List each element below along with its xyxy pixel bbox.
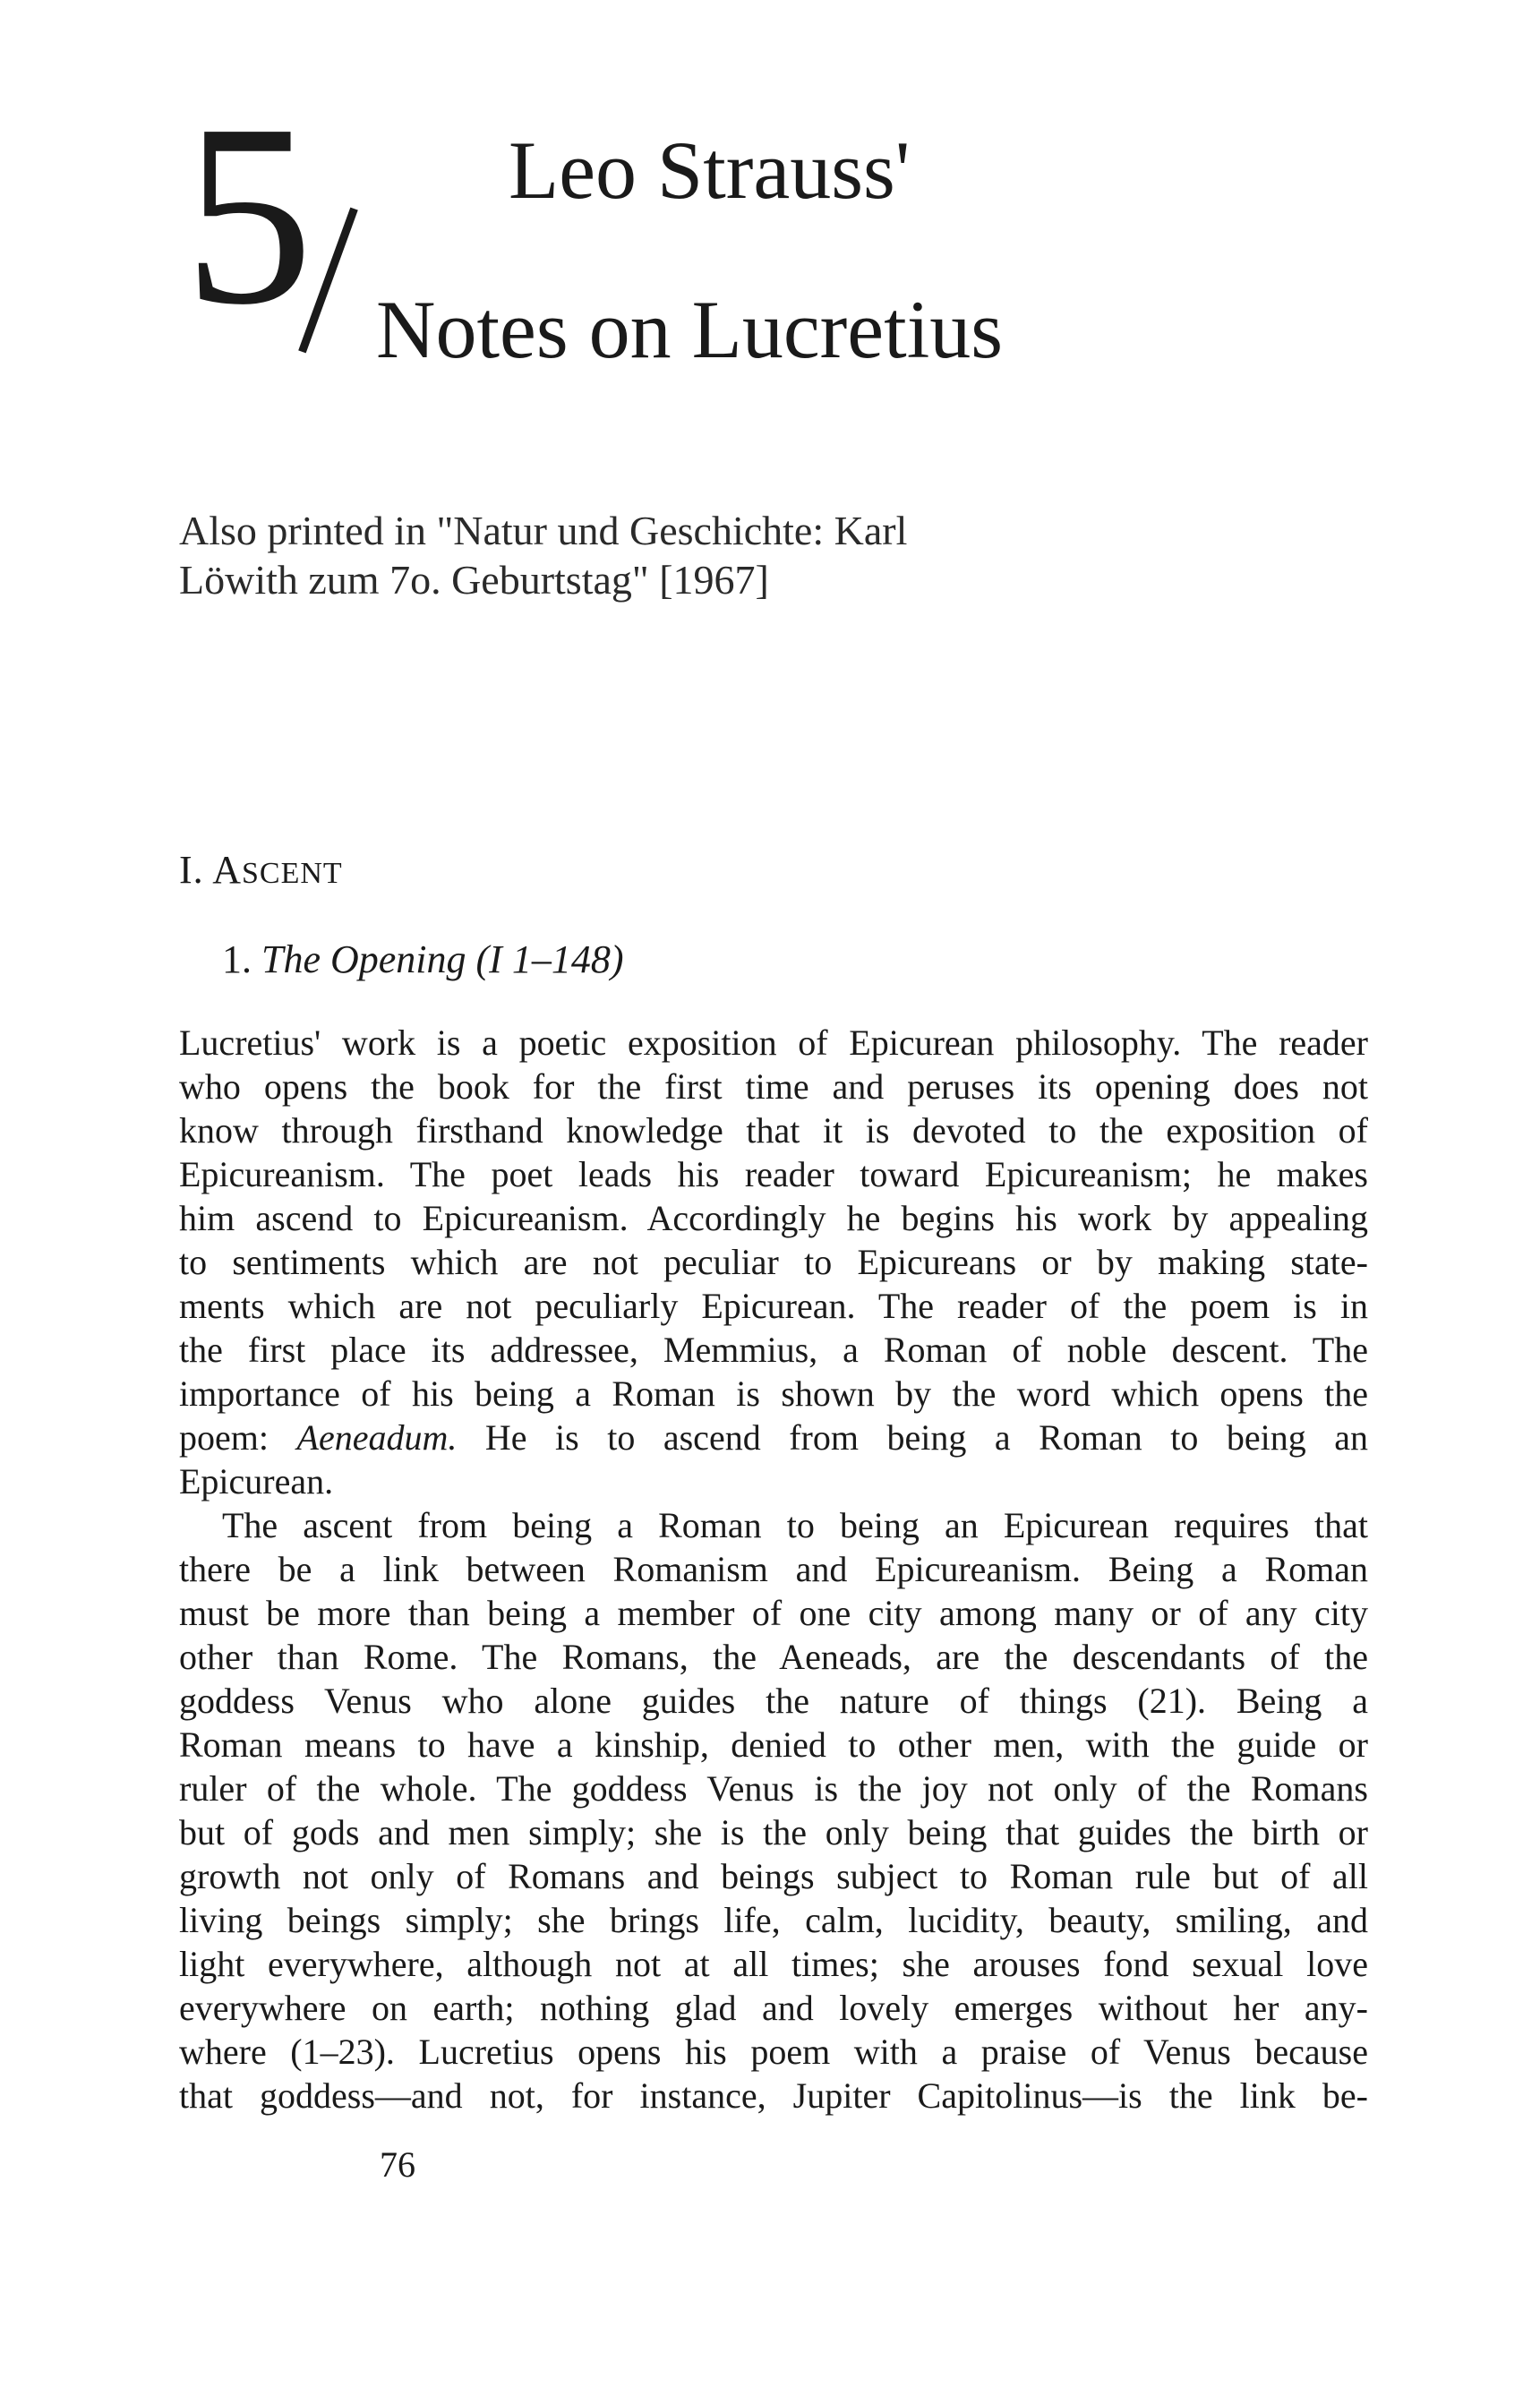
publication-note-line: Also printed in "Natur und Geschichte: Karl (179, 508, 908, 553)
subsection-reference: (I 1–148) (475, 937, 624, 981)
italic-word: Aeneadum. (296, 1417, 458, 1458)
section-numeral: I. (179, 848, 204, 892)
subsection-heading (222, 937, 624, 981)
paragraph (179, 1021, 1368, 1503)
text-line: growth not only of Romans and beings subject to Roman rule but of all (179, 1856, 1368, 1896)
text-line: know through firsthand knowledge that it is devoted to the exposition of (179, 1110, 1368, 1151)
text-line: where (1–23). Lucretius opens his poem with a praise of Venus because (179, 2032, 1368, 2072)
section-title-rest: SCENT (242, 857, 343, 890)
text-line: living beings simply; she brings life, calm, lucidity, beauty, smiling, and (179, 1900, 1368, 1940)
text-line: him ascend to Epicureanism. Accordingly he begins his work by appealing (179, 1198, 1368, 1238)
text-line: must be more than being a member of one city among many or of any city (179, 1593, 1368, 1633)
chapter-title-line-2: Notes on Lucretius (376, 284, 1004, 375)
chapter-title-line-1: Leo Strauss' (509, 124, 911, 216)
publication-note (179, 506, 1253, 604)
text-line: goddess Venus who alone guides the nature of things (21). Being a (179, 1681, 1368, 1721)
section-heading (179, 848, 343, 892)
text-line (179, 1416, 1368, 1459)
text-line: the first place its addressee, Memmius, a Roman of noble descent. The (179, 1330, 1368, 1370)
text-line: Lucretius' work is a poetic exposition of Epicurean philosophy. The reader (179, 1022, 1368, 1063)
text-line: but of gods and men simply; she is the only being that guides the birth or (179, 1812, 1368, 1852)
text-line: Epicureanism. The poet leads his reader toward Epicureanism; he makes (179, 1154, 1368, 1194)
subsection-number: 1. (222, 937, 252, 981)
text-line: Roman means to have a kinship, denied to other men, with the guide or (179, 1724, 1368, 1765)
text-line: The ascent from being a Roman to being an Epicurean requires that (222, 1505, 1368, 1545)
text-line: ruler of the whole. The goddess Venus is the joy not only of the Romans (179, 1768, 1368, 1809)
subsection-title: The Opening (261, 937, 466, 981)
body-text (179, 1021, 1368, 2118)
paragraph (179, 1503, 1368, 2118)
publication-note-line: Löwith zum 7o. Geburtstag" [1967] (179, 557, 769, 603)
section-title-initial: A (212, 848, 243, 892)
text-line: light everywhere, although not at all times; she arouses fond sexual love (179, 1944, 1368, 1984)
text-line: Epicurean. (179, 1461, 334, 1502)
text-run: poem: (179, 1417, 297, 1458)
text-line: to sentiments which are not peculiar to Epicureans or by making state- (179, 1242, 1368, 1282)
text-line: importance of his being a Roman is shown by the word which opens the (179, 1373, 1368, 1414)
text-line: that goddess—and not, for instance, Jupiter Capitolinus—is the link be- (179, 2075, 1368, 2116)
text-line: ments which are not peculiarly Epicurean. The reader of the poem is in (179, 1286, 1368, 1326)
chapter-number: 5 (184, 71, 313, 358)
text-line: everywhere on earth; nothing glad and lovely emerges without her any- (179, 1988, 1368, 2028)
text-line: other than Rome. The Romans, the Aeneads, are the descendants of the (179, 1637, 1368, 1677)
page-number: 76 (380, 2144, 415, 2185)
text-line: there be a link between Romanism and Epicureanism. Being a Roman (179, 1549, 1368, 1589)
text-run: He is to ascend from being a Roman to being an (457, 1417, 1369, 1458)
text-line: who opens the book for the first time and peruses its opening does not (179, 1066, 1368, 1107)
